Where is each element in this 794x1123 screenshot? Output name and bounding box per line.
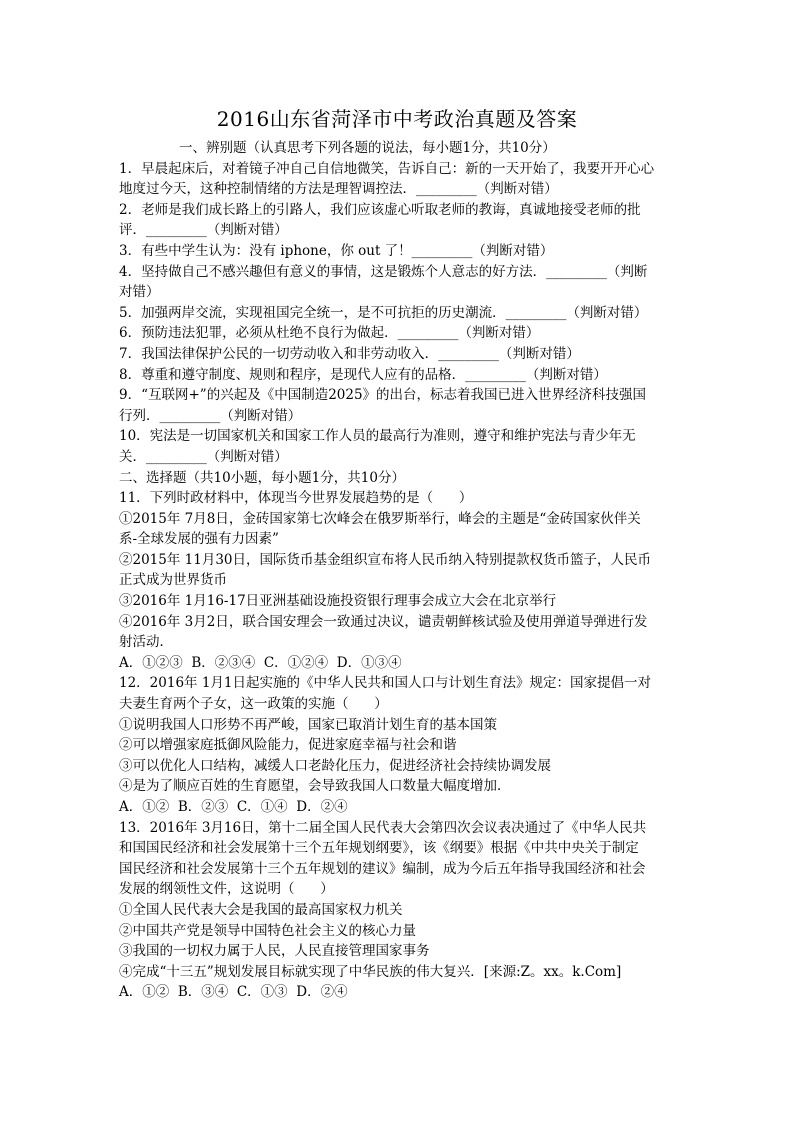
text-line: 11．下列时政材料中，体现当今世界发展趋势的是（ ） (119, 490, 473, 507)
text-line: ②中国共产党是领导中国特色社会主义的核心力量 (119, 922, 416, 939)
section-heading: 一、辨别题（认真思考下列各题的说法，每小题1分，共10分） (179, 140, 556, 156)
text-line: ①2015年 7月8日，金砖国家第七次峰会在俄罗斯举行，峰会的主题是“金砖国家伙伴关 (119, 510, 641, 527)
text-line: ④是为了顺应百姓的生育愿望，会导致我国人口数量大幅度增加． (119, 778, 511, 795)
text-line: 8．尊重和遵守制度、规则和程序，是现代人应有的品格．_________（判断对错） (119, 366, 607, 383)
text-line: ①说明我国人口形势不再严峻，国家已取消计划生育的基本国策 (119, 716, 497, 733)
text-line: 7．我国法律保护公民的一切劳动收入和非劳动收入．_________（判断对错） (119, 345, 580, 362)
text-line: 系-全球发展的强有力因素” (119, 531, 279, 548)
text-line: 关．_________（判断对错） (119, 448, 288, 465)
text-line: A．①② B．②③ C．①④ D．②④ (119, 799, 348, 815)
text-line: 12．2016年 1月1日起实施的《中华人民共和国人口与计划生育法》规定：国家提倡一对 (119, 675, 652, 692)
text-line: 和国国民经济和社会发展第十三个五年规划纲要》，该《纲要》根据《中共中央关于制定 (119, 840, 639, 857)
text-line: 1．早晨起床后，对着镜子冲自己自信地微笑，告诉自己：新的一天开始了，我要开开心心 (119, 160, 655, 177)
text-line: 正式成为世界货币 (119, 572, 227, 589)
text-line: ③可以优化人口结构，减缓人口老龄化压力，促进经济社会持续协调发展 (119, 757, 551, 774)
text-line: 发展的纲领性文件，这说明（ ） (119, 881, 334, 898)
document-title: 2016山东省菏泽市中考政治真题及答案 (216, 107, 578, 131)
text-line: 夫妻生育两个子女，这一政策的实施（ ） (119, 696, 388, 713)
text-line: ③我国的一切权力属于人民，人民直接管理国家事务 (119, 943, 430, 960)
text-line: ②可以增强家庭抵御风险能力，促进家庭幸福与社会和谐 (119, 737, 457, 754)
text-line: 3．有些中学生认为：没有 iphone，你 out 了！_________（判断对错） (119, 242, 554, 259)
text-line: A．①② B．③④ C．①③ D．②④ (119, 984, 348, 1001)
text-line: 地度过今天，这种控制情绪的方法是理智调控法．_________（判断对错） (119, 181, 558, 198)
text-line: ①全国人民代表大会是我国的最高国家权力机关 (119, 901, 403, 918)
text-line: 13．2016年 3月16日，第十二届全国人民代表大会第四次会议表决通过了《中华人民共 (119, 819, 647, 836)
text-line: 行列．_________（判断对错） (119, 407, 302, 424)
text-line: 9．“互联网+”的兴起及《中国制造2025》的出台，标志着我国已进入世界经济科技强国 (119, 387, 647, 404)
text-line: ②2015年 11月30日，国际货币基金组织宣布将人民币纳入特别提款权货币篮子，人民币 (119, 551, 652, 568)
text-line: 6．预防违法犯罪，必须从杜绝不良行为做起．_________（判断对错） (119, 325, 540, 342)
text-line: 10．宪法是一切国家机关和国家工作人员的最高行为准则，遵守和维护宪法与青少年无 (119, 428, 636, 445)
text-line: 5．加强两岸交流，实现祖国完全统一，是不可抗拒的历史潮流．_________（判断对错） (119, 304, 648, 321)
text-line: 2．老师是我们成长路上的引路人，我们应该虚心听取老师的教诲，真诚地接受老师的批 (119, 201, 641, 218)
text-line: ④完成“十三五”规划发展目标就实现了中华民族的伟大复兴．[来源:Z。xx。k.Com] (119, 963, 622, 980)
text-line: 射活动． (119, 634, 173, 651)
document-body (119, 138, 675, 1003)
text-line: 4．坚持做自己不感兴趣但有意义的事情，这是锻炼个人意志的好方法．_________（判断 (119, 263, 648, 280)
text-line: A．①②③ B．②③④ C．①②④ D．①③④ (119, 654, 402, 671)
text-line: ④2016年 3月2日，联合国安理会一致通过决议，谴责朝鲜核试验及使用弹道导弹进行发 (119, 613, 648, 630)
text-line: 评．_________（判断对错） (119, 222, 288, 239)
text-line: 对错） (119, 284, 160, 301)
text-line: ③2016年 1月16-17日亚洲基础设施投资银行理事会成立大会在北京举行 (119, 593, 557, 610)
text-line: 国民经济和社会发展第十三个五年规划的建议》编制，成为今后五年指导我国经济和社会 (119, 860, 646, 877)
section-heading: 二、选择题（共10小题，每小题1分，共10分） (119, 469, 405, 486)
